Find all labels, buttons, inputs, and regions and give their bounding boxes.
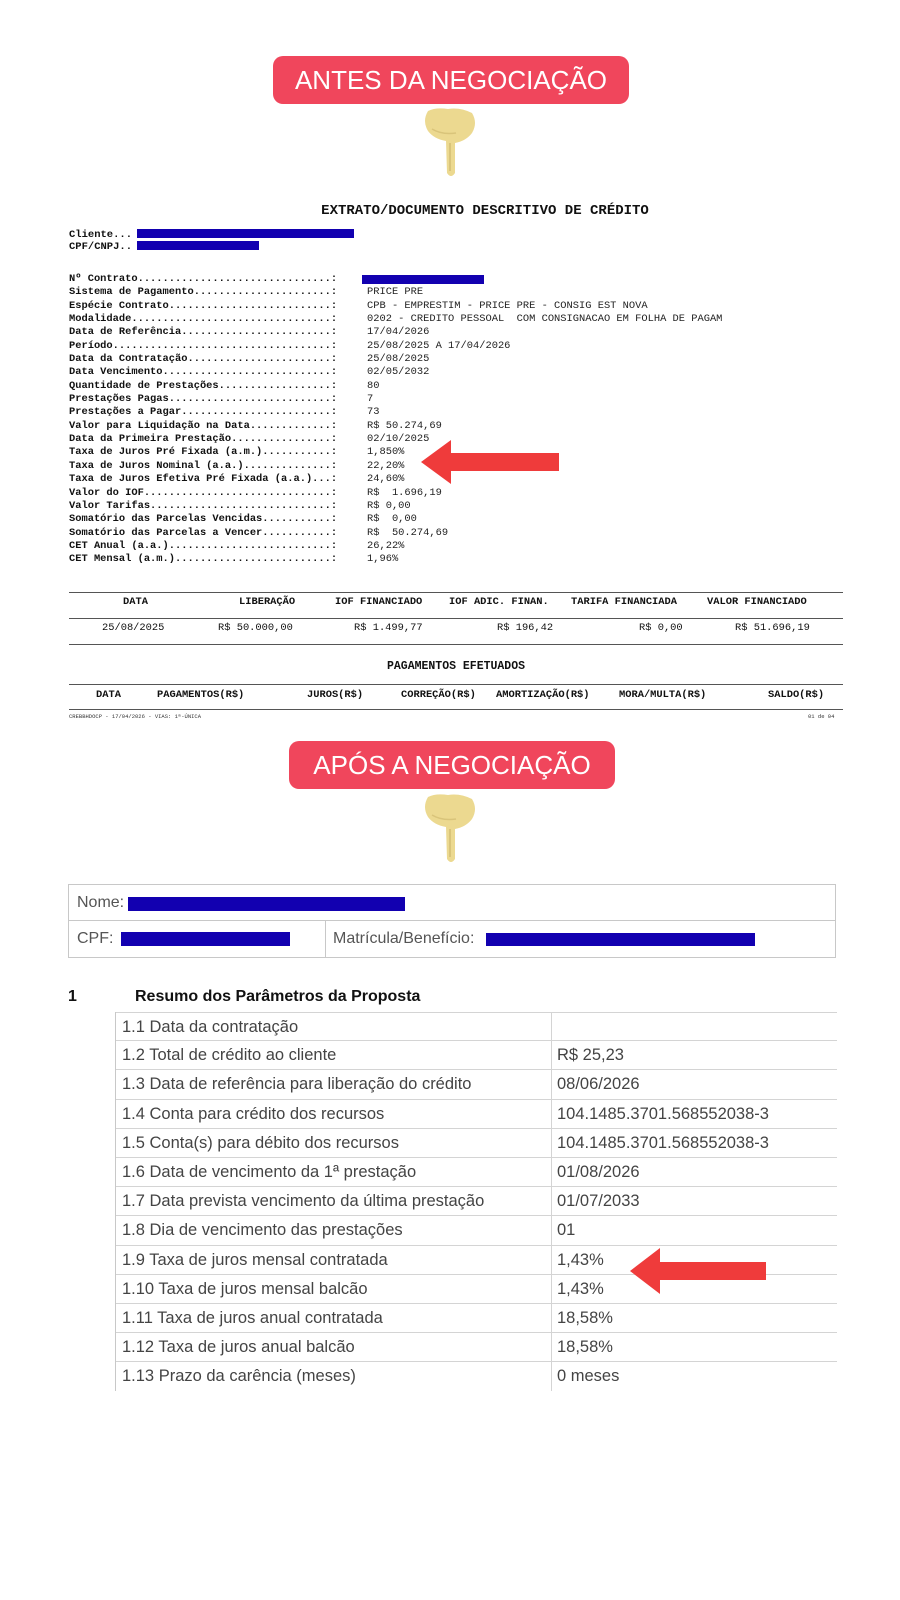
- field-value: 0202 - CREDITO PESSOAL COM CONSIGNACAO EM FOLHA DE PAGAM: [367, 313, 723, 326]
- param-label: 1.11 Taxa de juros anual contratada: [122, 1308, 383, 1327]
- field-label: Data Vencimento...........................:: [69, 366, 338, 379]
- field-label: Sistema de Pagamento......................:: [69, 286, 338, 299]
- field-label: Espécie Contrato..........................:: [69, 299, 338, 312]
- param-label: 1.1 Data da contratação: [122, 1018, 299, 1036]
- before-negotiation-badge: ANTES DA NEGOCIAÇÃO: [273, 56, 629, 104]
- column-header: VALOR FINANCIADO: [707, 596, 807, 608]
- table-row: [116, 1158, 837, 1187]
- field-label: Somatório das Parcelas Vencidas...........:: [69, 513, 338, 526]
- param-label: 1.2 Total de crédito ao cliente: [122, 1046, 337, 1065]
- statement-footer: CREBBHDOCP - 17/04/2026 - VIAS: 1ª-ÚNICA: [69, 713, 202, 720]
- field-value: CPB - EMPRESTIM - PRICE PRE - CONSIG EST NOVA: [367, 299, 648, 312]
- column-header: SALDO(R$): [768, 689, 825, 701]
- table-cell: R$ 1.499,77: [354, 622, 423, 634]
- field-value: R$ 50.274,69: [367, 419, 442, 432]
- field-label: Prestações a Pagar........................:: [69, 406, 338, 419]
- client-identification-box: [68, 884, 836, 958]
- field-row: [69, 420, 722, 433]
- cell-divider: [551, 1041, 552, 1070]
- param-value: 08/06/2026: [557, 1075, 640, 1094]
- param-value: 18,58%: [557, 1338, 613, 1357]
- redaction-bar: [121, 932, 290, 946]
- column-header: IOF ADIC. FINAN.: [449, 596, 549, 608]
- column-header: TARIFA FINANCIADA: [571, 596, 678, 608]
- param-label: 1.8 Dia de vencimento das prestações: [122, 1221, 403, 1240]
- table-cell: R$ 196,42: [497, 622, 554, 634]
- redaction-bar: [137, 229, 354, 238]
- table-row: [116, 1333, 837, 1362]
- column-header: AMORTIZAÇÃO(R$): [496, 689, 590, 701]
- left-arrow-icon: [630, 1248, 768, 1294]
- column-header: CORREÇÃO(R$): [401, 689, 476, 701]
- field-value: 02/05/2032: [367, 366, 430, 379]
- field-value: R$ 50.274,69: [367, 526, 449, 539]
- param-value: 1,43%: [557, 1279, 604, 1298]
- field-value: R$ 1.696,19: [367, 486, 442, 499]
- table-row: [116, 1129, 837, 1158]
- param-value: 01/07/2033: [557, 1192, 640, 1211]
- field-value: 25/08/2025 A 17/04/2026: [367, 339, 511, 352]
- field-label: Modalidade................................:: [69, 313, 338, 326]
- client-label: Cliente...: [69, 229, 133, 241]
- statement-title: EXTRATO/DOCUMENTO DESCRITIVO DE CRÉDITO: [321, 203, 649, 219]
- param-value: 01: [557, 1221, 576, 1240]
- table-row: [116, 1216, 837, 1245]
- field-row: [69, 473, 722, 486]
- field-value: 80: [367, 379, 380, 392]
- field-row: [69, 393, 722, 406]
- param-value: 1,43%: [557, 1250, 604, 1269]
- redaction-bar: [137, 241, 259, 250]
- field-label: CET Mensal (a.m.).........................:: [69, 553, 338, 566]
- field-value: 02/10/2025: [367, 433, 430, 446]
- field-value: 7: [367, 393, 374, 406]
- field-row: [69, 487, 722, 500]
- field-row: [69, 380, 722, 393]
- table-cell: R$ 51.696,19: [735, 622, 810, 634]
- cpf-label: CPF/CNPJ..: [69, 241, 133, 253]
- cell-divider: [551, 1070, 552, 1099]
- field-value: PRICE PRE: [367, 286, 424, 299]
- left-arrow-icon: [421, 440, 561, 484]
- field-label: Data de Referência........................:: [69, 326, 338, 339]
- field-label: Data da Contratação.......................:: [69, 353, 338, 366]
- field-row: [69, 353, 722, 366]
- field-label: CET Anual (a.a.)..........................:: [69, 539, 338, 552]
- table-divider: [69, 684, 843, 685]
- cell-divider: [551, 1333, 552, 1362]
- field-row: [69, 366, 722, 379]
- table-cell: 25/08/2025: [102, 622, 165, 634]
- param-value: 104.1485.3701.568552038-3: [557, 1133, 769, 1152]
- field-row: [69, 406, 722, 419]
- field-row: [69, 540, 722, 553]
- column-header: DATA: [96, 689, 121, 701]
- field-row: [69, 433, 722, 446]
- param-label: 1.5 Conta(s) para débito dos recursos: [122, 1133, 399, 1152]
- payments-title: PAGAMENTOS EFETUADOS: [386, 660, 526, 673]
- section-number: 1: [68, 988, 77, 1005]
- cell-divider: [551, 1158, 552, 1187]
- column-header: PAGAMENTOS(R$): [157, 689, 245, 701]
- param-value: 0 meses: [557, 1367, 620, 1386]
- cell-divider: [551, 1187, 552, 1216]
- cell-divider: [551, 1246, 552, 1275]
- field-value: 17/04/2026: [367, 326, 430, 339]
- param-value: 18,58%: [557, 1308, 613, 1327]
- field-value: 25/08/2025: [367, 353, 430, 366]
- field-value: 1,850%: [367, 446, 405, 459]
- param-label: 1.6 Data de vencimento da 1ª prestação: [122, 1162, 417, 1181]
- after-negotiation-badge: APÓS A NEGOCIAÇÃO: [289, 741, 615, 789]
- table-row: [116, 1187, 837, 1216]
- field-label: Somatório das Parcelas a Vencer...........:: [69, 526, 338, 539]
- field-value: 22,20%: [367, 459, 405, 472]
- name-label: Nome:: [77, 894, 125, 911]
- field-row: [69, 513, 722, 526]
- field-row: [69, 460, 722, 473]
- table-row: [116, 1070, 837, 1099]
- cell-divider: [551, 1362, 552, 1391]
- field-label: Taxa de Juros Efetiva Pré Fixada (a.a.)...:: [69, 473, 338, 486]
- field-label: Data da Primeira Prestação................:: [69, 433, 338, 446]
- field-row: [69, 553, 722, 566]
- param-label: 1.3 Data de referência para liberação do crédito: [122, 1075, 472, 1094]
- pointing-down-hand-icon: [420, 107, 484, 179]
- field-label: Nº Contrato...............................:: [69, 273, 338, 285]
- field-row: [69, 300, 722, 313]
- field-label: Prestações Pagas..........................:: [69, 393, 338, 406]
- field-label: Valor para Liquidação na Data.............:: [69, 419, 338, 432]
- table-row: [116, 1100, 837, 1129]
- field-label: Taxa de Juros Pré Fixada (a.m.)...........:: [69, 446, 338, 459]
- field-label: Valor do IOF..............................:: [69, 486, 338, 499]
- param-label: 1.13 Prazo da carência (meses): [122, 1367, 356, 1386]
- field-value: 26,22%: [367, 539, 405, 552]
- field-row: [69, 326, 722, 339]
- cpf-label: CPF:: [77, 930, 114, 947]
- pointing-down-hand-icon: [420, 793, 484, 865]
- field-label: Valor Tarifas.............................:: [69, 499, 338, 512]
- param-value: R$ 25,23: [557, 1046, 624, 1065]
- param-label: 1.9 Taxa de juros mensal contratada: [122, 1250, 388, 1269]
- field-value: 24,60%: [367, 473, 405, 486]
- field-row: [69, 500, 722, 513]
- page-number: 01 de 04: [808, 713, 835, 720]
- param-value: 104.1485.3701.568552038-3: [557, 1104, 769, 1123]
- redaction-bar: [486, 933, 755, 946]
- param-label: 1.7 Data prevista vencimento da última prestação: [122, 1192, 485, 1211]
- section-title: Resumo dos Parâmetros da Proposta: [135, 988, 421, 1005]
- contract-fields: [69, 273, 722, 567]
- registration-label: Matrícula/Benefício:: [333, 930, 475, 947]
- field-value: 1,96%: [367, 553, 399, 566]
- cell-divider: [551, 1129, 552, 1158]
- field-row: [69, 527, 722, 540]
- redaction-bar: [362, 275, 484, 284]
- column-header: JUROS(R$): [307, 689, 364, 701]
- param-label: 1.10 Taxa de juros mensal balcão: [122, 1279, 368, 1298]
- table-divider: [69, 618, 843, 619]
- field-value: R$ 0,00: [367, 499, 411, 512]
- table-row: [116, 1041, 837, 1070]
- cell-divider: [551, 1304, 552, 1333]
- param-label: 1.12 Taxa de juros anual balcão: [122, 1338, 355, 1357]
- field-row: [69, 313, 722, 326]
- cell-divider: [551, 1275, 552, 1304]
- field-value: R$ 0,00: [367, 513, 417, 526]
- field-value: 73: [367, 406, 380, 419]
- redaction-bar: [128, 897, 405, 911]
- field-label: Período...................................:: [69, 339, 338, 352]
- table-row: [116, 1304, 837, 1333]
- field-row: [69, 446, 722, 459]
- column-header: IOF FINANCIADO: [335, 596, 423, 608]
- param-value: 01/08/2026: [557, 1162, 640, 1181]
- column-header: MORA/MULTA(R$): [619, 689, 707, 701]
- table-cell: R$ 50.000,00: [218, 622, 293, 634]
- table-cell: R$ 0,00: [639, 622, 683, 634]
- column-header: DATA: [123, 596, 148, 608]
- cell-divider: [551, 1013, 552, 1042]
- cell-divider: [551, 1216, 552, 1245]
- table-divider: [69, 644, 843, 645]
- proposal-parameters-table: [115, 1012, 837, 1391]
- field-row: [69, 340, 722, 353]
- column-header: LIBERAÇÃO: [239, 596, 296, 608]
- table-divider: [69, 709, 843, 710]
- cell-divider: [551, 1100, 552, 1129]
- param-label: 1.4 Conta para crédito dos recursos: [122, 1104, 385, 1123]
- field-label: Quantidade de Prestações..................:: [69, 379, 338, 392]
- table-row: [116, 1362, 837, 1391]
- field-label: Taxa de Juros Nominal (a.a.)..............:: [69, 459, 338, 472]
- field-row: [69, 286, 722, 299]
- table-row: [116, 1012, 837, 1041]
- table-divider: [69, 592, 843, 593]
